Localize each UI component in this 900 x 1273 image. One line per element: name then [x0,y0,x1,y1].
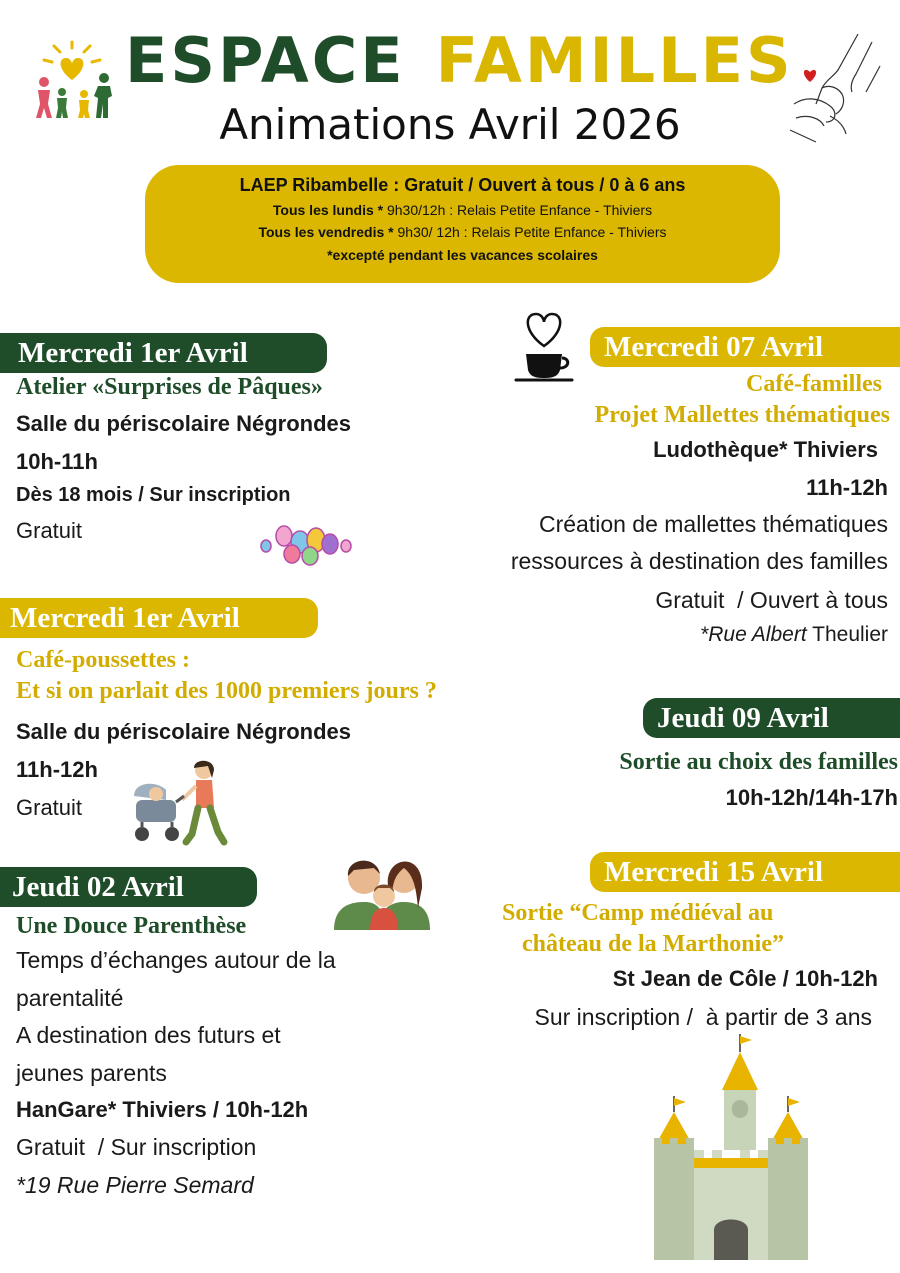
event5-date-banner: Jeudi 02 Avril [0,867,257,907]
event5-price: Gratuit / Sur inscription [16,1134,257,1160]
laep-monday-detail: 9h30/12h : Relais Petite Enfance - Thiviers [383,202,653,218]
title-espace: ESPACE [125,24,406,97]
event2-title-line1: Café-familles [746,371,882,397]
event1-place: Salle du périscolaire Négrondes [16,411,352,436]
page-title [125,24,794,97]
event4-time: 10h-12h/14h-17h [725,785,898,810]
castle-icon [650,1034,812,1260]
event6-info: Sur inscription / à partir de 3 ans [534,1004,872,1030]
laep-monday-day: Tous les lundis * [272,202,384,218]
event6-place: St Jean de Côle / 10h-12h [612,966,878,991]
event3-place: Salle du périscolaire Négrondes [16,719,352,744]
event1-title: Atelier «Surprises de Pâques» [16,374,323,400]
event5-place: HanGare* Thiviers / 10h-12h [16,1097,309,1122]
laep-info-box [145,165,780,283]
event3-price: Gratuit [16,795,83,820]
laep-note: *excepté pendant les vacances scolaires [327,247,598,263]
event5-address: *19 Rue Pierre Semard [16,1172,254,1198]
event2-date-banner: Mercredi 07 Avril [590,327,900,367]
laep-friday-day: Tous les vendredis * [258,224,394,240]
event5-title: Une Douce Parenthèse [16,913,247,939]
event2-address-name: Theulier [806,623,888,646]
event2-address-street: *Rue Albert [700,623,807,646]
event5-desc-line2: parentalité [16,985,124,1011]
family-hug-icon [334,848,430,930]
event2-price: Gratuit / Ouvert à tous [655,587,888,613]
event6-title-line2: château de la Marthonie” [522,931,784,957]
laep-monday [145,202,780,218]
event5-desc-line4: jeunes parents [16,1060,167,1086]
event4-date-banner: Jeudi 09 Avril [643,698,900,738]
event2-title-line2: Projet Mallettes thématiques [594,402,890,428]
event1-time: 10h-11h [16,449,98,474]
laep-heading: LAEP Ribambelle : Gratuit / Ouvert à tous / 0 à 6 ans [239,175,686,195]
event1-date-banner: Mercredi 1er Avril [0,333,327,373]
event5-desc-line1: Temps d’échanges autour de la [16,947,336,973]
event6-date-banner: Mercredi 15 Avril [590,852,900,892]
laep-friday-detail: 9h30/ 12h : Relais Petite Enfance - Thiviers [393,224,667,240]
event2-time: 11h-12h [806,475,888,500]
event1-audience: Dès 18 mois / Sur inscription [16,484,291,506]
event2-desc-line2: ressources à destination des familles [510,548,888,574]
event6-title-line1: Sortie “Camp médiéval au [502,900,774,926]
event2-address [700,623,888,647]
event2-desc-line1: Création de mallettes thématiques [538,511,888,537]
title-familles: FAMILLES [435,24,794,97]
page-subtitle: Animations Avril 2026 [219,100,681,149]
coffee-cup-icon [512,310,578,386]
event2-place: Ludothèque* Thiviers [653,437,878,462]
event3-time: 11h-12h [16,757,98,782]
easter-eggs-icon [254,516,358,570]
event3-date-banner: Mercredi 1er Avril [0,598,318,638]
event3-title-line1: Café-poussettes : [16,647,190,673]
event5-desc-line3: A destination des futurs et [16,1022,281,1048]
event1-price: Gratuit [16,518,83,543]
event3-title-line2: Et si on parlait des 1000 premiers jours ? [16,678,437,704]
laep-friday [145,224,780,240]
event4-title: Sortie au choix des familles [619,749,898,775]
stroller-icon [126,756,232,850]
